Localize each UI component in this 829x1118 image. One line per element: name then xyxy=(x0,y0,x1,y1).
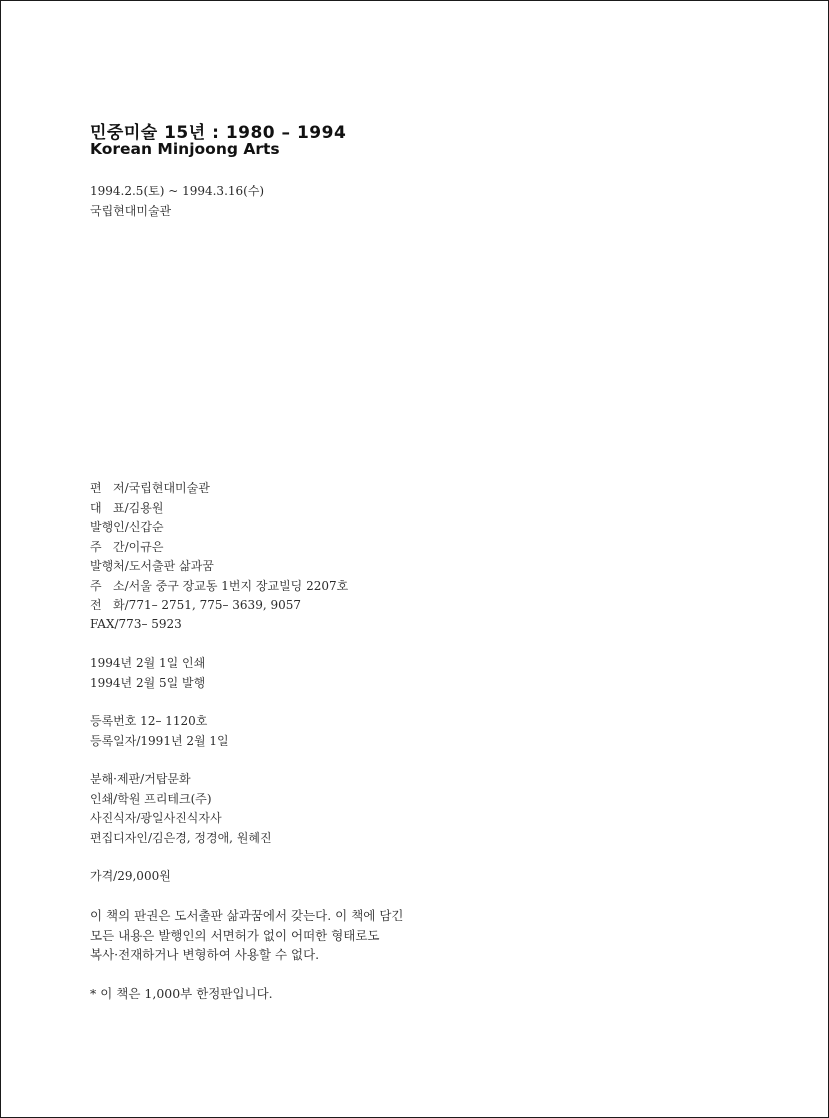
credit-publisher xyxy=(90,520,164,534)
copyright-line: 이 책의 판권은 도서출판 삶과꿈에서 갖는다. 이 책에 담긴 xyxy=(90,908,404,923)
copyright-line: 복사·전재하거나 변형하여 사용할 수 없다. xyxy=(90,947,320,962)
registration-date: 등록일자/1991년 2월 1일 xyxy=(90,734,229,748)
copyright-line: 모든 내용은 발행인의 서면허가 없이 어떠한 형태로도 xyxy=(90,928,380,943)
credit-value: /김용원 xyxy=(124,501,164,515)
credit-value: /이규은 xyxy=(124,540,164,554)
exhibition-dates: 1994.2.5(토) ~ 1994.3.16(수) xyxy=(90,184,265,198)
credit-label: 발행인 xyxy=(90,520,125,534)
credit-label: 대 표 xyxy=(90,501,125,515)
credit-value: /773– 5923 xyxy=(114,617,182,631)
title-korean: 민중미술 15년 : 1980 – 1994 xyxy=(90,123,347,143)
publish-date: 1994년 2월 5일 발행 xyxy=(90,676,206,690)
print-date: 1994년 2월 1일 인쇄 xyxy=(90,656,206,670)
credit-address xyxy=(90,579,348,593)
credit-label: 발행처 xyxy=(90,559,125,573)
credit-label: 전 화 xyxy=(90,598,125,612)
credit-value: /771– 2751, 775– 3639, 9057 xyxy=(124,598,301,612)
exhibition-venue: 국립현대미술관 xyxy=(90,204,172,218)
credit-editor xyxy=(90,481,210,495)
credit-label: FAX xyxy=(90,617,115,631)
credit-publishing-house xyxy=(90,559,214,573)
registration-number: 등록번호 12– 1120호 xyxy=(90,714,208,728)
credit-value: /도서출판 삶과꿈 xyxy=(124,559,214,573)
credit-fax xyxy=(90,617,182,631)
credit-representative xyxy=(90,501,163,515)
credit-label: 편 저 xyxy=(90,481,125,495)
credit-value: /서울 중구 장교동 1번지 장교빌딩 2207호 xyxy=(124,579,349,593)
production-separation: 분해·제판/거탑문화 xyxy=(90,772,191,786)
credit-label: 주 소 xyxy=(90,579,125,593)
credit-chief-editor xyxy=(90,540,163,554)
limited-edition-note: * 이 책은 1,000부 한정판입니다. xyxy=(90,986,273,1001)
title-english: Korean Minjoong Arts xyxy=(90,140,280,158)
credit-phone xyxy=(90,598,301,612)
production-printing: 인쇄/학원 프리테크(주) xyxy=(90,792,212,806)
credit-label: 주 간 xyxy=(90,540,125,554)
production-design: 편집디자인/김은경, 정경애, 원혜진 xyxy=(90,831,272,845)
production-typesetting: 사진식자/광일사진식자사 xyxy=(90,811,222,825)
credit-value: /신갑순 xyxy=(124,520,164,534)
price: 가격/29,000원 xyxy=(90,869,171,883)
credit-value: /국립현대미술관 xyxy=(124,481,210,495)
